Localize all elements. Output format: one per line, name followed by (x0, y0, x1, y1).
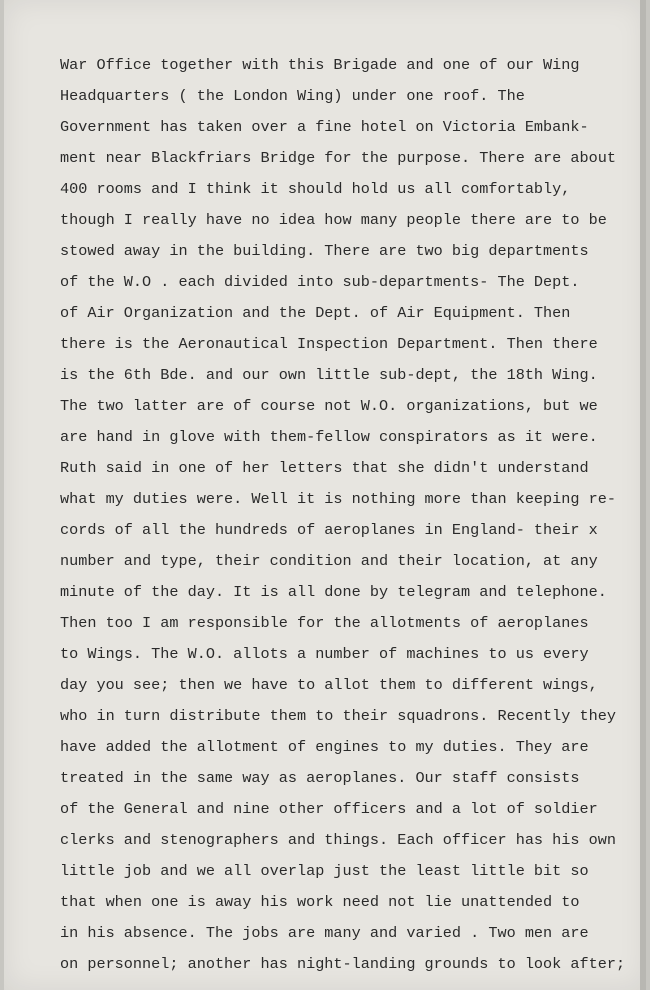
text-line: War Office together with this Brigade and one of our Wing (60, 56, 580, 74)
text-line: to Wings. The W.O. allots a number of machines to us every (60, 645, 589, 663)
text-line: there is the Aeronautical Inspection Department. Then there (60, 335, 598, 353)
text-line: of the W.O . each divided into sub-departments- The Dept. (60, 273, 580, 291)
letter-text (60, 50, 640, 980)
text-line: Headquarters ( the London Wing) under one roof. The (60, 87, 525, 105)
text-line: The two latter are of course not W.O. organizations, but we (60, 397, 598, 415)
text-line: number and type, their condition and their location, at any (60, 552, 598, 570)
text-line: treated in the same way as aeroplanes. Our staff consists (60, 769, 580, 787)
text-line: of the General and nine other officers and a lot of soldier (60, 800, 598, 818)
text-line: day you see; then we have to allot them to different wings, (60, 676, 598, 694)
page-edge (640, 0, 646, 990)
text-line: though I really have no idea how many people there are to be (60, 211, 607, 229)
text-line: minute of the day. It is all done by telegram and telephone. (60, 583, 607, 601)
text-line: of Air Organization and the Dept. of Air Equipment. Then (60, 304, 571, 322)
text-line: what my duties were. Well it is nothing more than keeping re- (60, 490, 616, 508)
text-line: little job and we all overlap just the least little bit so (60, 862, 589, 880)
text-line: 400 rooms and I think it should hold us all comfortably, (60, 180, 571, 198)
text-line: are hand in glove with them-fellow conspirators as it were. (60, 428, 598, 446)
typed-letter-page (4, 0, 646, 990)
text-line: stowed away in the building. There are two big departments (60, 242, 589, 260)
text-line: is the 6th Bde. and our own little sub-dept, the 18th Wing. (60, 366, 598, 384)
text-line: clerks and stenographers and things. Each officer has his own (60, 831, 616, 849)
text-line: Then too I am responsible for the allotments of aeroplanes (60, 614, 589, 632)
text-line: that when one is away his work need not lie unattended to (60, 893, 580, 911)
text-line: in his absence. The jobs are many and varied . Two men are (60, 924, 589, 942)
text-line: on personnel; another has night-landing grounds to look after; (60, 955, 626, 973)
text-line: Ruth said in one of her letters that she didn't understand (60, 459, 589, 477)
text-line: ment near Blackfriars Bridge for the purpose. There are about (60, 149, 616, 167)
text-line: Government has taken over a fine hotel on Victoria Embank- (60, 118, 589, 136)
text-line: have added the allotment of engines to my duties. They are (60, 738, 589, 756)
text-line: who in turn distribute them to their squadrons. Recently they (60, 707, 616, 725)
text-line: cords of all the hundreds of aeroplanes in England- their x (60, 521, 598, 539)
